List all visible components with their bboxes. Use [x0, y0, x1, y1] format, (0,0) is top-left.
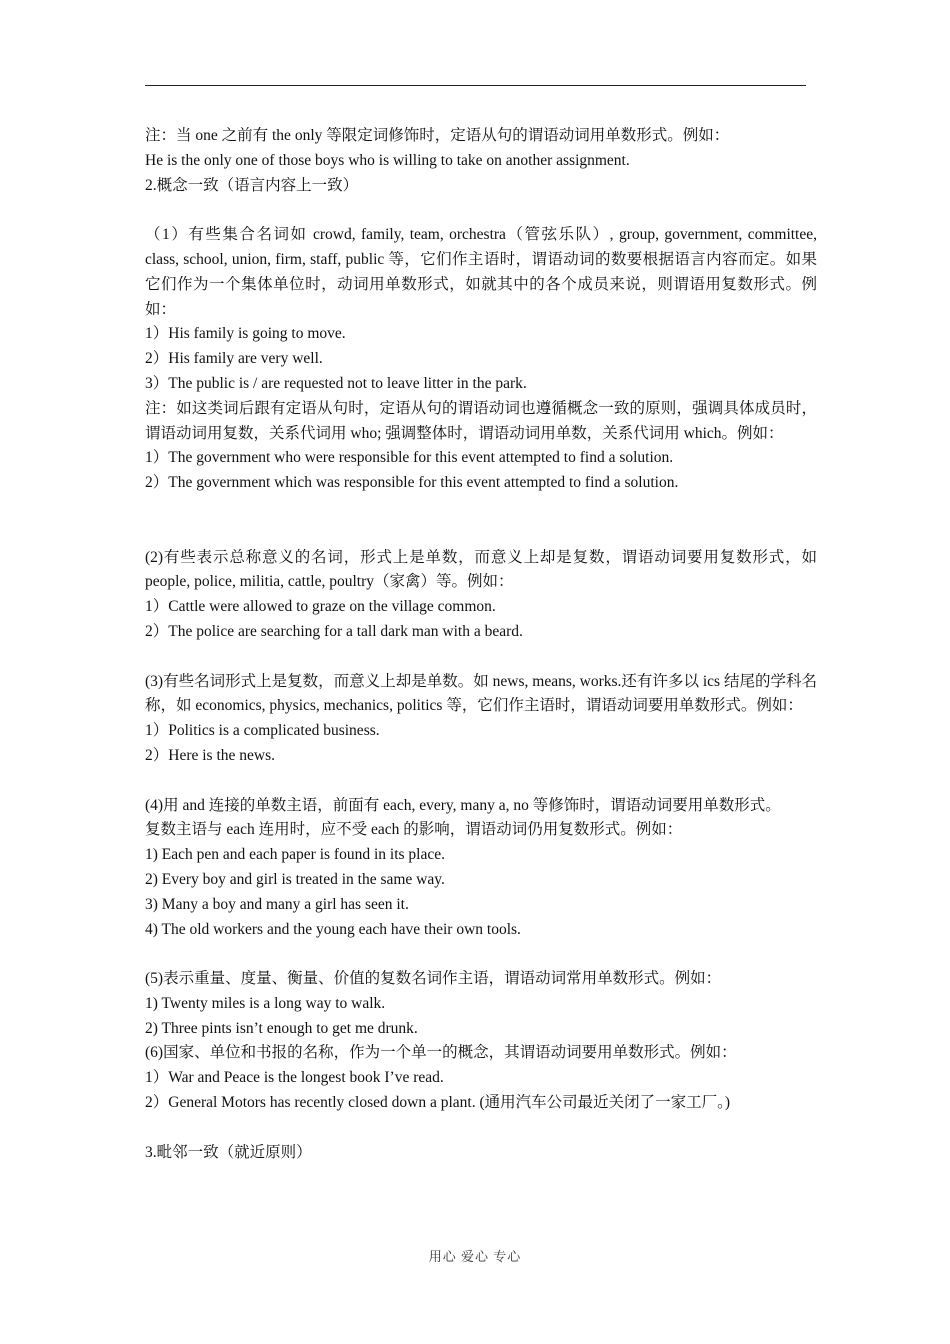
- text-line: 复数主语与 each 连用时，应不受 each 的影响，谓语动词仍用复数形式。例如：: [145, 821, 683, 839]
- example-sentence: 1) Twenty miles is a long way to walk.: [145, 994, 386, 1012]
- example-sentence: 1）His family is going to move.: [145, 325, 346, 343]
- spacer: [145, 942, 817, 967]
- example-sentence: 2）The government which was responsible for this event attempted to find a solution.: [145, 474, 679, 492]
- example-sentence: 2) Every boy and girl is treated in the same way.: [145, 870, 445, 888]
- spacer: [145, 198, 817, 223]
- example-sentence: 1）Cattle were allowed to graze on the village common.: [145, 598, 496, 616]
- paragraph: (3)有些名词形式上是复数，而意义上却是单数。如 news, means, works.还有许多以 ics 结尾的学科名称，如 economics, physics, mechanics, politics 等，它们作主语时，谓语动词要用单数形式。例如：: [145, 672, 817, 715]
- example-sentence: 4) The old workers and the young each have their own tools.: [145, 920, 521, 938]
- example-sentence: 2）Here is the news.: [145, 746, 275, 764]
- text-line: (6)国家、单位和书报的名称，作为一个单一的概念，其谓语动词要用单数形式。例如：: [145, 1044, 737, 1062]
- spacer: [145, 769, 817, 794]
- body-text: [145, 124, 817, 1165]
- section-heading: 2.概念一致（语言内容上一致）: [145, 176, 359, 194]
- text-line: (4)用 and 连接的单数主语，前面有 each, every, many a, no 等修饰时，谓语动词要用单数形式。: [145, 796, 781, 814]
- example-sentence: 1）The government who were responsible for this event attempted to find a solution.: [145, 449, 674, 467]
- example-sentence: 1）Politics is a complicated business.: [145, 722, 380, 740]
- example-sentence: 2）The police are searching for a tall dark man with a beard.: [145, 622, 523, 640]
- paragraph: （1）有些集合名词如 crowd, family, team, orchestra（管弦乐队）, group, government, committee, class, school, union, firm, staff, public 等，它们作主语时，谓语动词的数要根据语言内容而定。如果它们作为一个集体单位时，动词用单数形式，如就其中的各个成员来说，则谓语用复数形式。例如：: [145, 226, 817, 318]
- note-paragraph: 注：如这类词后跟有定语从句时，定语从句的谓语动词也遵循概念一致的原则，强调具体成员时，谓语动词用复数，关系代词用 who; 强调整体时，谓语动词用单数，关系代词用 which。例如：: [145, 399, 817, 442]
- spacer: [145, 645, 817, 670]
- example-sentence: He is the only one of those boys who is willing to take on another assignment.: [145, 151, 630, 169]
- section-heading: 3.毗邻一致（就近原则）: [145, 1143, 312, 1161]
- paragraph: (2)有些表示总称意义的名词，形式上是单数，而意义上却是复数，谓语动词要用复数形式，如 people, police, militia, cattle, poultry（家禽）等。例如：: [145, 548, 817, 591]
- spacer: [145, 496, 817, 546]
- example-sentence: 3) Many a boy and many a girl has seen it.: [145, 895, 409, 913]
- example-sentence: 2）General Motors has recently closed down a plant. (通用汽车公司最近关闭了一家工厂。): [145, 1094, 731, 1112]
- example-sentence: 1) Each pen and each paper is found in its place.: [145, 846, 445, 864]
- example-sentence: 2) Three pints isn’t enough to get me drunk.: [145, 1019, 418, 1037]
- page-footer: 用心 爱心 专心: [428, 1249, 522, 1264]
- text-line: (5)表示重量、度量、衡量、价值的复数名词作主语，谓语动词常用单数形式。例如：: [145, 970, 722, 988]
- example-sentence: 3）The public is / are requested not to leave litter in the park.: [145, 374, 527, 392]
- text-line: 注：当 one 之前有 the only 等限定词修饰时，定语从句的谓语动词用单数形式。例如：: [145, 127, 730, 144]
- example-sentence: 2）His family are very well.: [145, 350, 323, 368]
- example-sentence: 1）War and Peace is the longest book I’ve read.: [145, 1069, 444, 1087]
- header-rule: [145, 85, 806, 86]
- spacer: [145, 1116, 817, 1141]
